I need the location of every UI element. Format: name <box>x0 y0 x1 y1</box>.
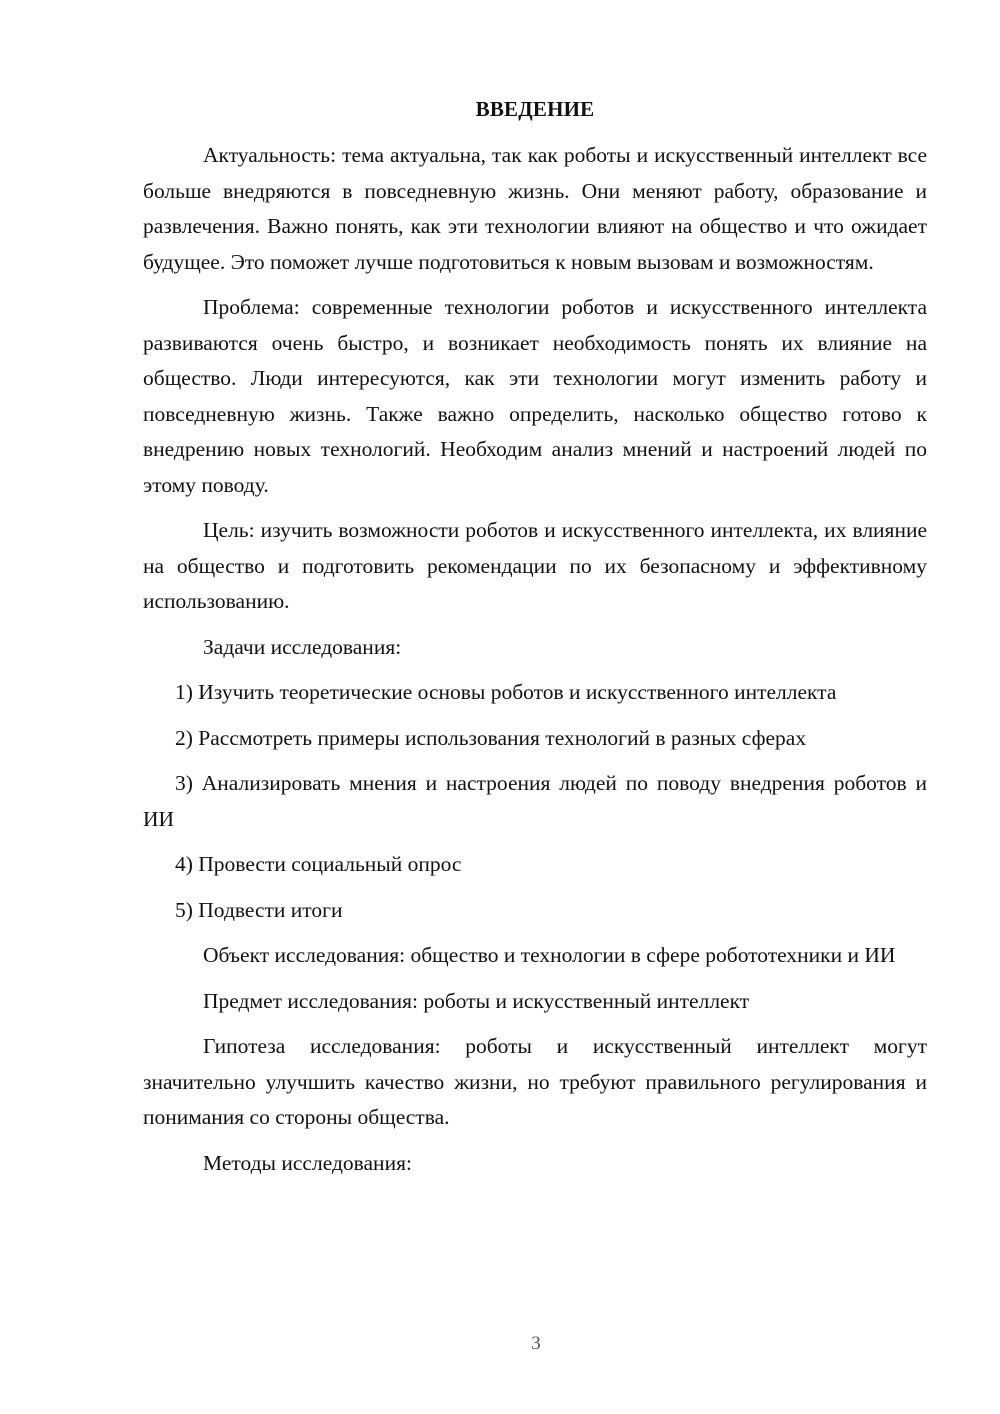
methods-heading: Методы исследования: <box>203 1150 412 1175</box>
goal-paragraph: Цель: изучить возможности роботов и искусственного интеллекта, их влияние на общество и подготовить рекомендации по их безопасному и эффективному использованию. <box>143 518 927 613</box>
task-item-1: 1) Изучить теоретические основы роботов и искусственного интеллекта <box>175 680 837 704</box>
task-item-3: 3) Анализировать мнения и настроения людей по поводу внедрения роботов и ИИ <box>143 771 927 831</box>
page-number: 3 <box>531 1333 541 1354</box>
task-item-5: 5) Подвести итоги <box>175 897 343 922</box>
task-item-2: 2) Рассмотреть примеры использования технологий в разных сферах <box>175 725 807 750</box>
page-content <box>143 92 927 1191</box>
hypothesis-paragraph: Гипотеза исследования: роботы и искусственный интеллект могут значительно улучшить качество жизни, но требуют правильного регулирования и понимания со стороны общества. <box>143 1034 927 1129</box>
task-item-4: 4) Провести социальный опрос <box>175 852 462 876</box>
object-paragraph: Объект исследования: общество и технологии в сфере робототехники и ИИ <box>203 943 896 967</box>
tasks-heading: Задачи исследования: <box>203 634 402 659</box>
section-title: ВВЕДЕНИЕ <box>475 97 595 121</box>
problem-paragraph: Проблема: современные технологии роботов и искусственного интеллекта развиваются очень быстро, и возникает необходимость понять их влияние на общество. Люди интересуются, как эти технологии могут изменить работу и повседневную жизнь. Также важно определить, насколько общество готово к внедрению новых технологий. Необходим анализ мнений и настроений людей по этому поводу. <box>143 295 927 497</box>
subject-paragraph: Предмет исследования: роботы и искусственный интеллект <box>203 988 750 1013</box>
relevance-paragraph: Актуальность: тема актуальна, так как роботы и искусственный интеллект все больше внедряются в повседневную жизнь. Они меняют работу, образование и развлечения. Важно понять, как эти технологии влияют на общество и что ожидает будущее. Это поможет лучше подготовиться к новым вызовам и возможностям. <box>143 143 927 274</box>
